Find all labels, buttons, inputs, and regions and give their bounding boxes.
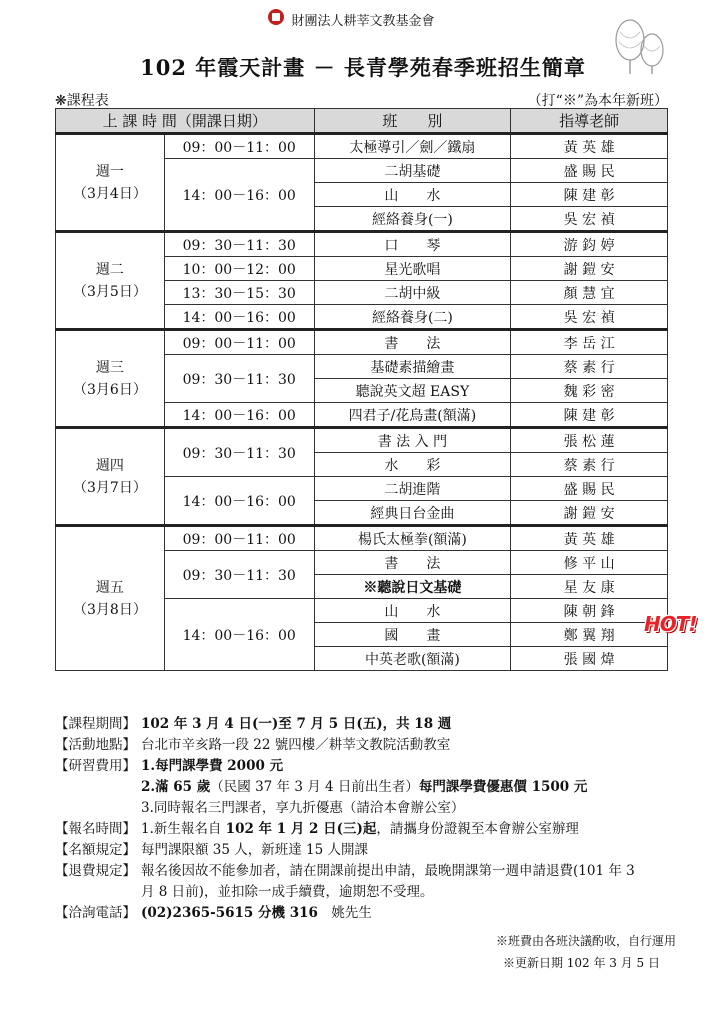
class-cell: 基礎素描繪畫 <box>314 355 511 379</box>
teacher-cell: 黃 英 雄 <box>511 526 668 551</box>
time-cell: 09：00－11：00 <box>164 330 314 355</box>
info-section <box>55 714 675 924</box>
day-name: 週四 <box>95 457 124 474</box>
teacher-cell: 蔡 素 行 <box>511 355 668 379</box>
class-cell: 口 琴 <box>314 232 511 257</box>
table-row <box>56 232 668 257</box>
table-row <box>56 330 668 355</box>
teacher-cell: 鄭 翼 翔 <box>511 623 668 647</box>
day-cell-mon <box>56 134 165 232</box>
time-cell: 10：00－12：00 <box>164 257 314 281</box>
teacher-cell: 吳 宏 禎 <box>511 207 668 232</box>
time-cell: 09：30－11：30 <box>164 428 314 477</box>
teacher-cell: 黃 英 雄 <box>511 134 668 159</box>
teacher-cell: 張 松 蓮 <box>511 428 668 453</box>
time-cell: 09：30－11：30 <box>164 355 314 403</box>
header-teacher: 指導老師 <box>511 109 668 134</box>
day-date: （3月4日） <box>73 185 147 202</box>
class-cell: 書 法 <box>314 330 511 355</box>
time-cell: 09：00－11：00 <box>164 134 314 159</box>
info-label: 【名額規定】 <box>55 842 136 858</box>
teacher-cell: 陳 建 彰 <box>511 183 668 207</box>
info-fee-3: 3.同時報名三門課者，享九折優惠（請洽本會辦公室） <box>141 800 465 816</box>
info-label: 【報名時間】 <box>55 821 136 837</box>
footer-note-fee: ※班費由各班決議酌收，自行運用 <box>495 934 676 948</box>
day-date: （3月6日） <box>73 381 147 398</box>
teacher-cell: 蔡 素 行 <box>511 453 668 477</box>
info-label: 【課程期間】 <box>55 716 136 732</box>
hot-badge: HOT! <box>644 612 697 636</box>
class-cell: 太極導引／劍／鐵扇 <box>314 134 511 159</box>
teacher-cell: 謝 鎧 安 <box>511 501 668 526</box>
teacher-cell: 游 鈞 婷 <box>511 232 668 257</box>
class-cell: 星光歌唱 <box>314 257 511 281</box>
class-cell: 二胡基礎 <box>314 159 511 183</box>
footer-note-updated: ※更新日期 102 年 3 月 5 日 <box>502 956 660 970</box>
info-value: 台北市辛亥路一段 22 號四樓／耕莘文教院活動教室 <box>141 737 451 753</box>
teacher-cell: 李 岳 江 <box>511 330 668 355</box>
day-name: 週一 <box>95 163 124 180</box>
teacher-cell: 陳 建 彰 <box>511 403 668 428</box>
teacher-cell: 魏 彩 密 <box>511 379 668 403</box>
class-cell: 經絡養身(一) <box>314 207 511 232</box>
day-date: （3月7日） <box>73 479 147 496</box>
class-cell: 經典日台金曲 <box>314 501 511 526</box>
class-cell: 聽說英文超 EASY <box>314 379 511 403</box>
time-cell: 13：30－15：30 <box>164 281 314 305</box>
day-cell-thu <box>56 428 165 526</box>
page-title: 102 年霞天計畫 － 長青學苑春季班招生簡章 <box>140 55 586 80</box>
teacher-cell: 張 國 煒 <box>511 647 668 671</box>
day-name: 週五 <box>95 579 124 596</box>
info-label: 【退費規定】 <box>55 863 136 879</box>
teacher-cell: 顏 慧 宜 <box>511 281 668 305</box>
time-cell: 14：00－16：00 <box>164 477 314 526</box>
day-cell-fri <box>56 526 165 671</box>
info-fee <box>55 756 675 777</box>
org-name: 財團法人耕莘文教基金會 <box>291 14 435 29</box>
info-value: 1.每門課學費 2000 元 <box>141 758 284 774</box>
info-label: 【活動地點】 <box>55 737 136 753</box>
table-row <box>56 428 668 453</box>
day-date: （3月5日） <box>73 283 147 300</box>
info-value: 報名後因故不能參加者，請在開課前提出申請，最晚開課第一週申請退費(101 年 3 <box>141 863 635 879</box>
day-date: （3月8日） <box>73 601 147 618</box>
teacher-cell: 修 平 山 <box>511 551 668 575</box>
info-label: 【研習費用】 <box>55 758 136 774</box>
schedule-table <box>55 108 668 671</box>
info-fee-2: 2.滿 65 歲（民國 37 年 3 月 4 日前出生者）每門課學費優惠價 1500 元 <box>141 779 588 795</box>
info-refund <box>55 861 675 882</box>
table-row <box>56 134 668 159</box>
info-value: 1.新生報名自 102 年 1 月 2 日(三)起，請攜身份證親至本會辦公室辦理 <box>141 821 579 837</box>
class-cell: 中英老歌(額滿) <box>314 647 511 671</box>
info-value: (02)2365-5615 分機 316 姚先生 <box>141 905 372 921</box>
class-cell: 山 水 <box>314 183 511 207</box>
class-cell: 水 彩 <box>314 453 511 477</box>
info-quota <box>55 840 675 861</box>
day-name: 週三 <box>95 359 124 376</box>
info-phone <box>55 903 675 924</box>
time-cell: 09：30－11：30 <box>164 551 314 599</box>
info-period <box>55 714 675 735</box>
info-value: 102 年 3 月 4 日(一)至 7 月 5 日(五)，共 18 週 <box>141 716 452 732</box>
time-cell: 14：00－16：00 <box>164 159 314 232</box>
time-cell: 09：30－11：30 <box>164 232 314 257</box>
time-cell: 14：00－16：00 <box>164 403 314 428</box>
teacher-cell: 陳 朝 鋒 <box>511 599 668 623</box>
class-cell: 山 水 <box>314 599 511 623</box>
class-cell: 四君子/花鳥畫(額滿) <box>314 403 511 428</box>
class-cell: 經絡養身(二) <box>314 305 511 330</box>
header-time: 上 課 時 間（開課日期） <box>56 109 315 134</box>
table-row <box>56 526 668 551</box>
teacher-cell: 盛 賜 民 <box>511 159 668 183</box>
class-cell: 國 畫 <box>314 623 511 647</box>
info-label: 【洽詢電話】 <box>55 905 136 921</box>
info-registration <box>55 819 675 840</box>
teacher-cell: 盛 賜 民 <box>511 477 668 501</box>
class-cell: 書 法 <box>314 551 511 575</box>
table-header-row <box>56 109 668 134</box>
time-cell: 09：00－11：00 <box>164 526 314 551</box>
time-cell: 14：00－16：00 <box>164 305 314 330</box>
class-cell-new: ※聽說日文基礎 <box>314 575 511 599</box>
teacher-cell: 星 友 康 <box>511 575 668 599</box>
info-value: 每門課限額 35 人，新班達 15 人開課 <box>141 842 369 858</box>
info-refund-2: 月 8 日前)，並扣除一成手續費，逾期恕不受理。 <box>141 884 434 900</box>
teacher-cell: 吳 宏 禎 <box>511 305 668 330</box>
info-venue <box>55 735 675 756</box>
table-label: ❋課程表 <box>55 93 109 109</box>
time-cell: 14：00－16：00 <box>164 599 314 671</box>
day-name: 週二 <box>95 261 124 278</box>
day-cell-tue <box>56 232 165 330</box>
teacher-cell: 謝 鎧 安 <box>511 257 668 281</box>
table-note: （打“※”為本年新班） <box>527 93 668 109</box>
class-cell: 書 法 入 門 <box>314 428 511 453</box>
class-cell: 二胡進階 <box>314 477 511 501</box>
class-cell: 二胡中級 <box>314 281 511 305</box>
class-cell: 楊氏太極拳(額滿) <box>314 526 511 551</box>
day-cell-wed <box>56 330 165 428</box>
header-class: 班 別 <box>314 109 511 134</box>
